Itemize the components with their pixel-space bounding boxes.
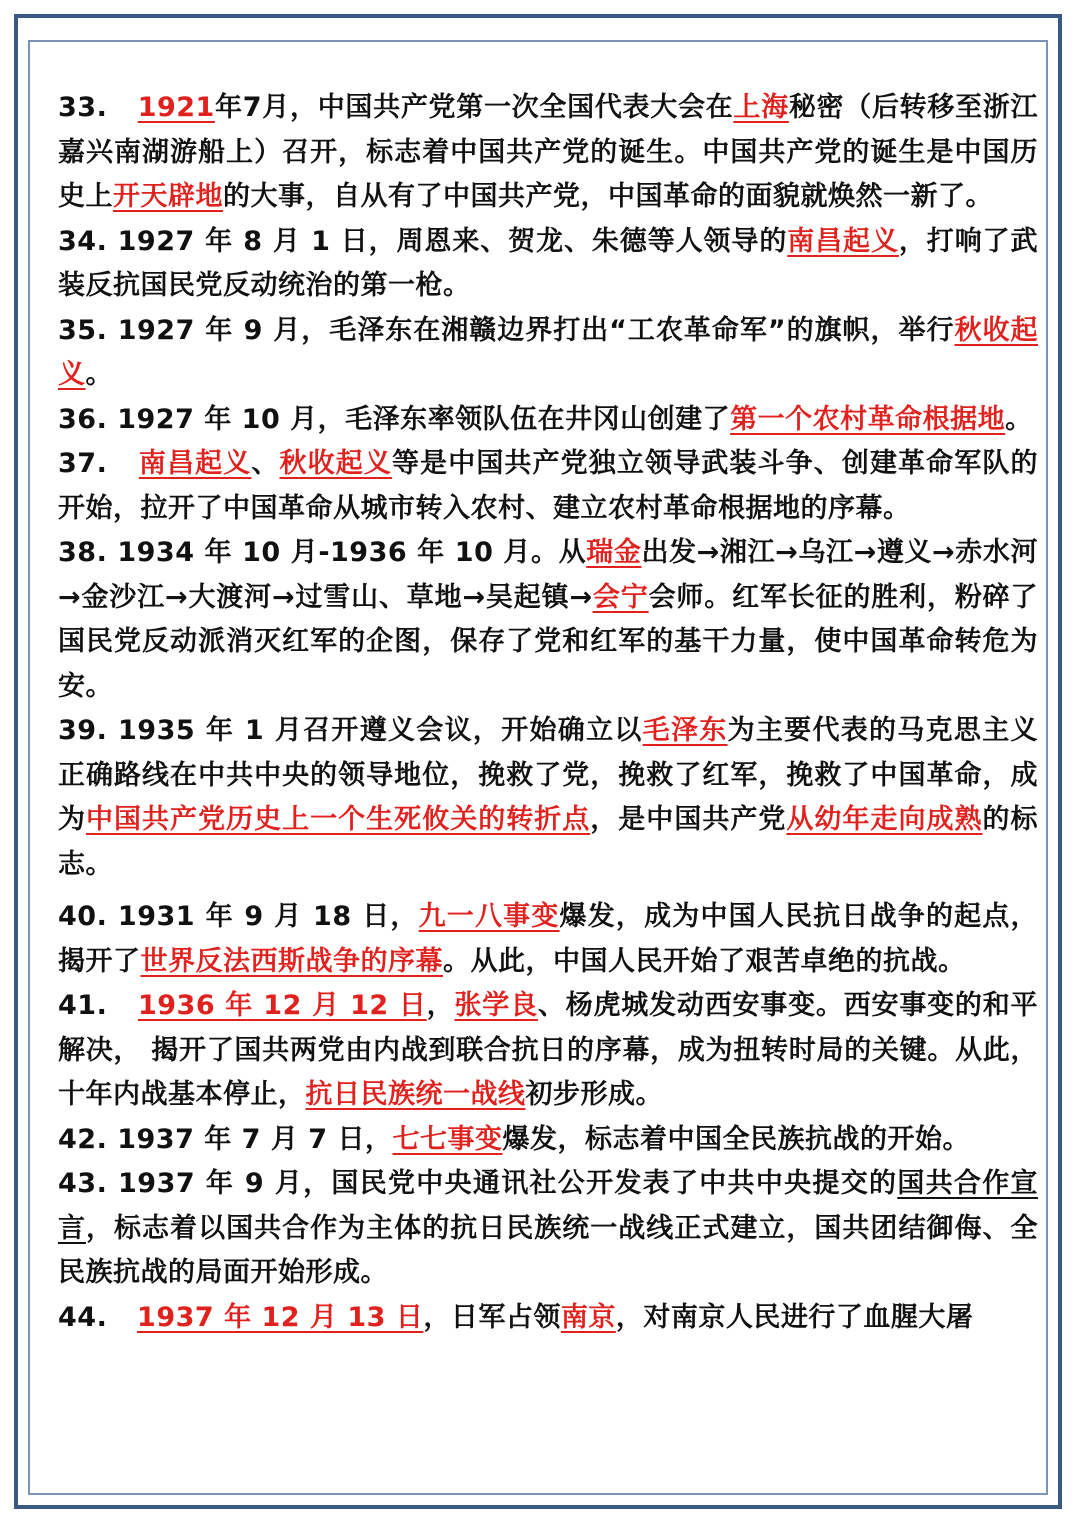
answer-blank: 1921 [137,92,215,123]
item-text: 为主要代表的马克思主义正确路线在中共中央的领导地位，挽救了党，挽救了红军，挽救了中国革命，成为 [58,715,1039,835]
item-text: 。 [85,359,113,390]
note-item-37 [58,442,1038,531]
answer-blank: 上海 [733,92,789,123]
note-item-39 [58,709,1038,887]
item-text: 出发→湘江→乌江→遵义→赤水河 →金沙江→大渡河→过雪山、草地→吴起镇→ [58,537,1038,613]
note-item-42 [58,1118,1038,1163]
item-text: 等是中国共产党独立领导武装斗争、创建革命军队的开始，拉开了中国革命从城市转入农村、建立农村革命根据地的序幕。 [58,448,1039,524]
item-text: 。从此，中国人民开始了艰苦卓绝的抗战。 [443,945,966,977]
answer-blank: 南京 [560,1301,616,1333]
item-text: 会师。红军长征的胜利，粉碎了国民党反动派消灭红军的企图，保存了党和红军的基干力量，使中国革命转危为安。 [58,581,1039,702]
answer-blank: 秋收起义 [279,448,392,479]
answer-blank: 抗日民族统一战线 [305,1079,526,1110]
item-text: 38. 1934 年 10 月-1936 年 10 月。从 [58,537,587,568]
answer-blank: 南昌起义 [138,448,252,479]
item-text: 40. 1931 年 9 月 18 日， [58,901,419,932]
item-text: 39. 1935 年 1 月召开遵义会议，开始确立以 [58,715,643,746]
item-text: ，标志着以国共合作为主体的抗日民族统一战线正式建立，国共团结御侮、全民族抗战的局面开始形成。 [58,1212,1038,1288]
answer-blank: 中国共产党历史上一个生死攸关的转折点 [86,804,591,835]
answer-blank: 世界反法西斯战争的序幕 [140,945,443,977]
item-number: 41. [58,990,108,1021]
note-item-43 [58,1162,1038,1296]
note-item-35 [58,309,1038,398]
note-item-33 [58,86,1038,220]
item-text: ，打响了武装反抗国民党反动统治的第一枪。 [58,225,1039,301]
answer-blank: 1936 年 12 月 12 日 [137,990,427,1021]
study-notes [58,86,1038,1340]
note-item-41 [58,984,1038,1118]
answer-blank: 1937 年 12 月 13 日 [137,1301,424,1333]
note-item-44 [58,1296,1038,1341]
note-item-38 [58,531,1038,709]
answer-blank: 毛泽东 [642,715,728,746]
note-item-34 [58,220,1038,309]
item-text: ， [426,990,455,1021]
item-text: 。 [1005,403,1033,435]
item-text: 35. 1927 年 9 月，毛泽东在湘赣边界打出“工农革命军”的旗帜，举行 [58,314,955,346]
item-text: 34. 1927 年 8 月 1 日，周恩来、贺龙、朱德等人领导的 [58,225,788,257]
answer-blank: 秋收起义 [58,314,1038,390]
item-text: ，是中国共产党 [590,804,787,835]
answer-blank: 七七事变 [392,1123,503,1155]
answer-blank: 从幼年走向成熟 [786,804,983,835]
item-text: 43. 1937 年 9 月，国民党中央通讯社公开发表了中共中央提交的 [58,1168,898,1199]
answer-blank: 会宁 [592,581,649,613]
answer-blank: 第一个农村革命根据地 [730,403,1006,435]
item-text: 初步形成。 [525,1079,663,1110]
item-text: 42. 1937 年 7 月 7 日， [58,1123,393,1155]
item-text: 36. 1927 年 10 月，毛泽东率领队伍在井冈山创建了 [58,403,731,435]
item-text: ，对南京人民进行了血腥大屠 [615,1301,974,1333]
item-text: ，日军占领 [423,1301,561,1333]
note-item-36 [58,398,1038,443]
item-text: 爆发，成为中国人民抗日战争的起点，揭开了 [58,901,1038,977]
item-text: 、杨虎城发动西安事变。西安事变的和平解决， 揭开了国共两党由内战到联合抗日的序幕，成为扭转时局的关键。从此，十年内战基本停止， [58,990,1039,1110]
item-text: 年7月，中国共产党第一次全国代表大会在 [214,92,734,123]
item-number: 37. [58,448,108,479]
item-text: 秘密（后转移至浙江嘉兴南湖游船上）召开，标志着中国共产党的诞生。中国共产党的诞生是中国历史上 [58,92,1039,212]
answer-blank-dark: 国共合作宣言 [58,1168,1038,1244]
item-number: 44. [58,1301,108,1333]
item-text: 的大事，自从有了中国共产党，中国革命的面貌就焕然一新了。 [223,181,993,212]
answer-blank: 九一八事变 [418,901,560,932]
answer-blank: 瑞金 [586,537,642,568]
answer-blank: 张学良 [454,990,538,1021]
answer-blank: 开天辟地 [113,181,223,212]
item-text: 爆发，标志着中国全民族抗战的开始。 [502,1123,970,1155]
note-item-40 [58,895,1038,984]
answer-blank: 南昌起义 [787,225,899,257]
item-text: 的标志。 [58,804,1039,880]
item-number: 33. [58,92,108,123]
item-text: 、 [251,448,280,479]
